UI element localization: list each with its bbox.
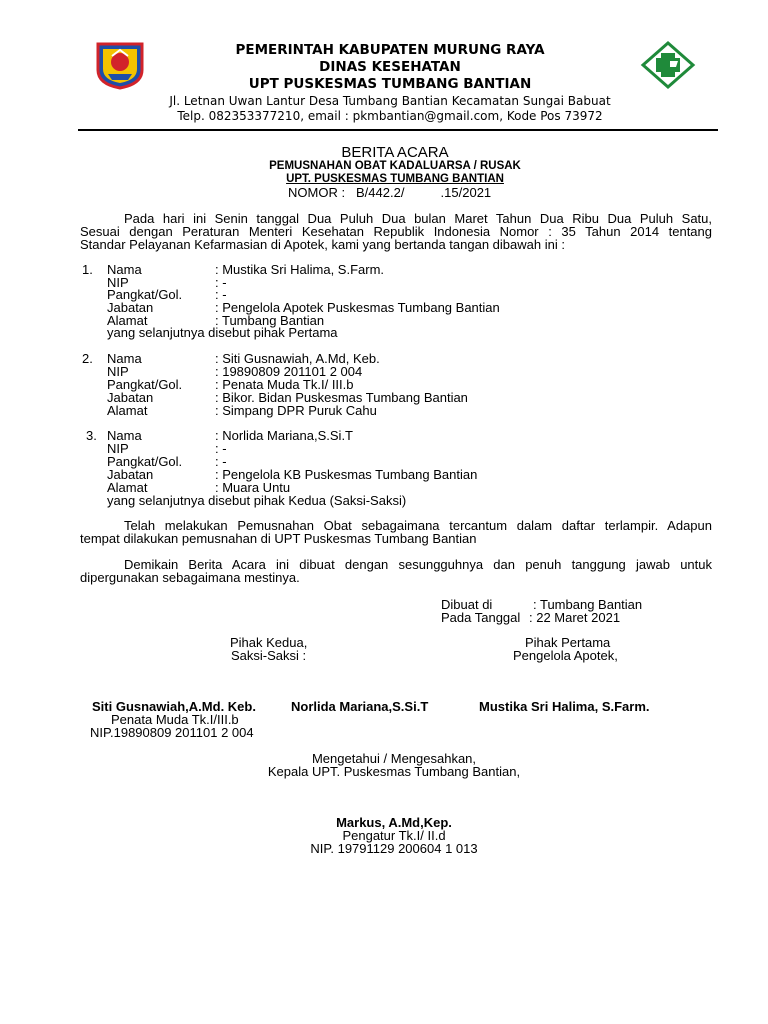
approver-name: Markus, A.Md,Kep.	[336, 815, 452, 830]
nomor-value: B/442.2/ .15/2021	[356, 185, 492, 200]
letterhead-divider	[78, 129, 718, 131]
person-3-pangkat-label: Pangkat/Gol.	[107, 454, 183, 469]
tanggal-label: Pada Tanggal	[441, 610, 521, 625]
person-2-alamat: : Simpang DPR Puruk Cahu	[215, 403, 377, 418]
signer-3-name: Mustika Sri Halima, S.Farm.	[479, 699, 650, 714]
person-3-nama: : Norlida Mariana,S.Si.T	[215, 428, 353, 443]
person-1-alamat: : Tumbang Bantian	[215, 313, 325, 328]
approval-line-1: Mengetahui / Mengesahkan,	[311, 751, 477, 766]
intro-line-3: Standar Pelayanan Kefarmasian di Apotek, kami yang bertanda tangan dibawah ini :	[80, 237, 565, 252]
pihak-pertama-label: Pihak Pertama	[525, 635, 611, 650]
person-3-nip: : -	[215, 441, 227, 456]
person-2-pangkat: : Penata Muda Tk.I/ III.b	[215, 377, 354, 392]
person-1-number: 1.	[82, 262, 93, 277]
pengelola-apotek-label: Pengelola Apotek,	[513, 648, 618, 663]
nomor-label: NOMOR :	[288, 185, 346, 200]
person-3-alamat-label: Alamat	[107, 480, 148, 495]
closing-paragraph	[80, 558, 712, 584]
approver-rank: Pengatur Tk.I/ II.d	[342, 828, 446, 843]
person-2-jabatan-label: Jabatan	[107, 390, 154, 405]
saksi-label: Saksi-Saksi :	[231, 648, 307, 663]
person-2-nama-label: Nama	[107, 351, 142, 366]
person-2-nama: : Siti Gusnawiah, A.Md, Keb.	[215, 351, 380, 366]
person-2-jabatan: : Bikor. Bidan Puskesmas Tumbang Bantian	[215, 390, 468, 405]
pihak-kedua-label: Pihak Kedua,	[230, 635, 308, 650]
dibuat-value: : Tumbang Bantian	[533, 597, 643, 612]
person-3-nip-label: NIP	[107, 441, 129, 456]
person-3-note: yang selanjutnya disebut pihak Kedua (Saksi-Saksi)	[107, 493, 407, 508]
person-1-pangkat-label: Pangkat/Gol.	[107, 287, 183, 302]
signer-1-rank: Penata Muda Tk.I/III.b	[111, 712, 239, 727]
person-3-pangkat: : -	[215, 454, 227, 469]
intro-line-2: Sesuai dengan Peraturan Menteri Kesehatan Republik Indonesia Nomor : 35 Tahun 2014 tentang	[80, 224, 712, 239]
intro-paragraph	[80, 212, 712, 251]
title-sub-1: PEMUSNAHAN OBAT KADALUARSA / RUSAK	[269, 160, 521, 172]
signer-1-name: Siti Gusnawiah,A.Md. Keb.	[92, 699, 256, 714]
kop-line-1: PEMERINTAH KABUPATEN MURUNG RAYA	[235, 42, 545, 58]
regency-emblem-logo	[92, 40, 148, 90]
person-1-alamat-label: Alamat	[107, 313, 148, 328]
kop-contact: Telp. 082353377210, email : pkmbantian@gmail.com, Kode Pos 73972	[177, 109, 603, 123]
execution-line-1: Telah melakukan Pemusnahan Obat sebagaimana tercantum dalam daftar terlampir. Adapun	[124, 518, 712, 533]
puskesmas-logo	[640, 40, 696, 90]
approver-nip: NIP. 19791129 200604 1 013	[310, 841, 478, 856]
person-1-nip: : -	[215, 275, 227, 290]
person-1-nama-label: Nama	[107, 262, 142, 277]
kop-address: Jl. Letnan Uwan Lantur Desa Tumbang Bantian Kecamatan Sungai Babuat	[169, 94, 611, 108]
signer-2-name: Norlida Mariana,S.Si.T	[291, 699, 429, 714]
person-3-alamat: : Muara Untu	[215, 480, 291, 495]
signer-1-nip: NIP.19890809 201101 2 004	[90, 725, 254, 740]
kop-line-3: UPT PUSKESMAS TUMBANG BANTIAN	[248, 76, 532, 92]
person-1-jabatan: : Pengelola Apotek Puskesmas Tumbang Bantian	[215, 300, 500, 315]
person-3-jabatan-label: Jabatan	[107, 467, 154, 482]
person-2-pangkat-label: Pangkat/Gol.	[107, 377, 183, 392]
person-3-number: 3.	[86, 428, 97, 443]
execution-paragraph	[80, 519, 712, 545]
execution-line-2: tempat dilakukan pemusnahan di UPT Puskesmas Tumbang Bantian	[80, 531, 477, 546]
dibuat-label: Dibuat di	[441, 597, 493, 612]
title-sub-2: UPT. PUSKESMAS TUMBANG BANTIAN	[286, 173, 504, 185]
tanggal-value: : 22 Maret 2021	[529, 610, 621, 625]
intro-line-1: Pada hari ini Senin tanggal Dua Puluh Dua bulan Maret Tahun Dua Ribu Dua Puluh Satu,	[124, 211, 712, 226]
approval-line-2: Kepala UPT. Puskesmas Tumbang Bantian,	[267, 764, 521, 779]
person-1-pangkat: : -	[215, 287, 227, 302]
person-2-nip-label: NIP	[107, 364, 129, 379]
person-3-jabatan: : Pengelola KB Puskesmas Tumbang Bantian	[215, 467, 478, 482]
person-2-number: 2.	[82, 351, 93, 366]
closing-line-2: dipergunakan sebagaimana mestinya.	[80, 570, 300, 585]
person-1-nama: : Mustika Sri Halima, S.Farm.	[215, 262, 385, 277]
person-1-nip-label: NIP	[107, 275, 129, 290]
closing-line-1: Demikain Berita Acara ini dibuat dengan sesungguhnya dan penuh tanggung jawab untuk	[124, 557, 712, 572]
person-1-jabatan-label: Jabatan	[107, 300, 154, 315]
page-title: BERITA ACARA	[341, 144, 449, 161]
person-2-nip: : 19890809 201101 2 004	[215, 364, 363, 379]
kop-line-2: DINAS KESEHATAN	[319, 59, 461, 75]
person-1-note: yang selanjutnya disebut pihak Pertama	[107, 325, 338, 340]
person-2-alamat-label: Alamat	[107, 403, 148, 418]
person-3-nama-label: Nama	[107, 428, 142, 443]
